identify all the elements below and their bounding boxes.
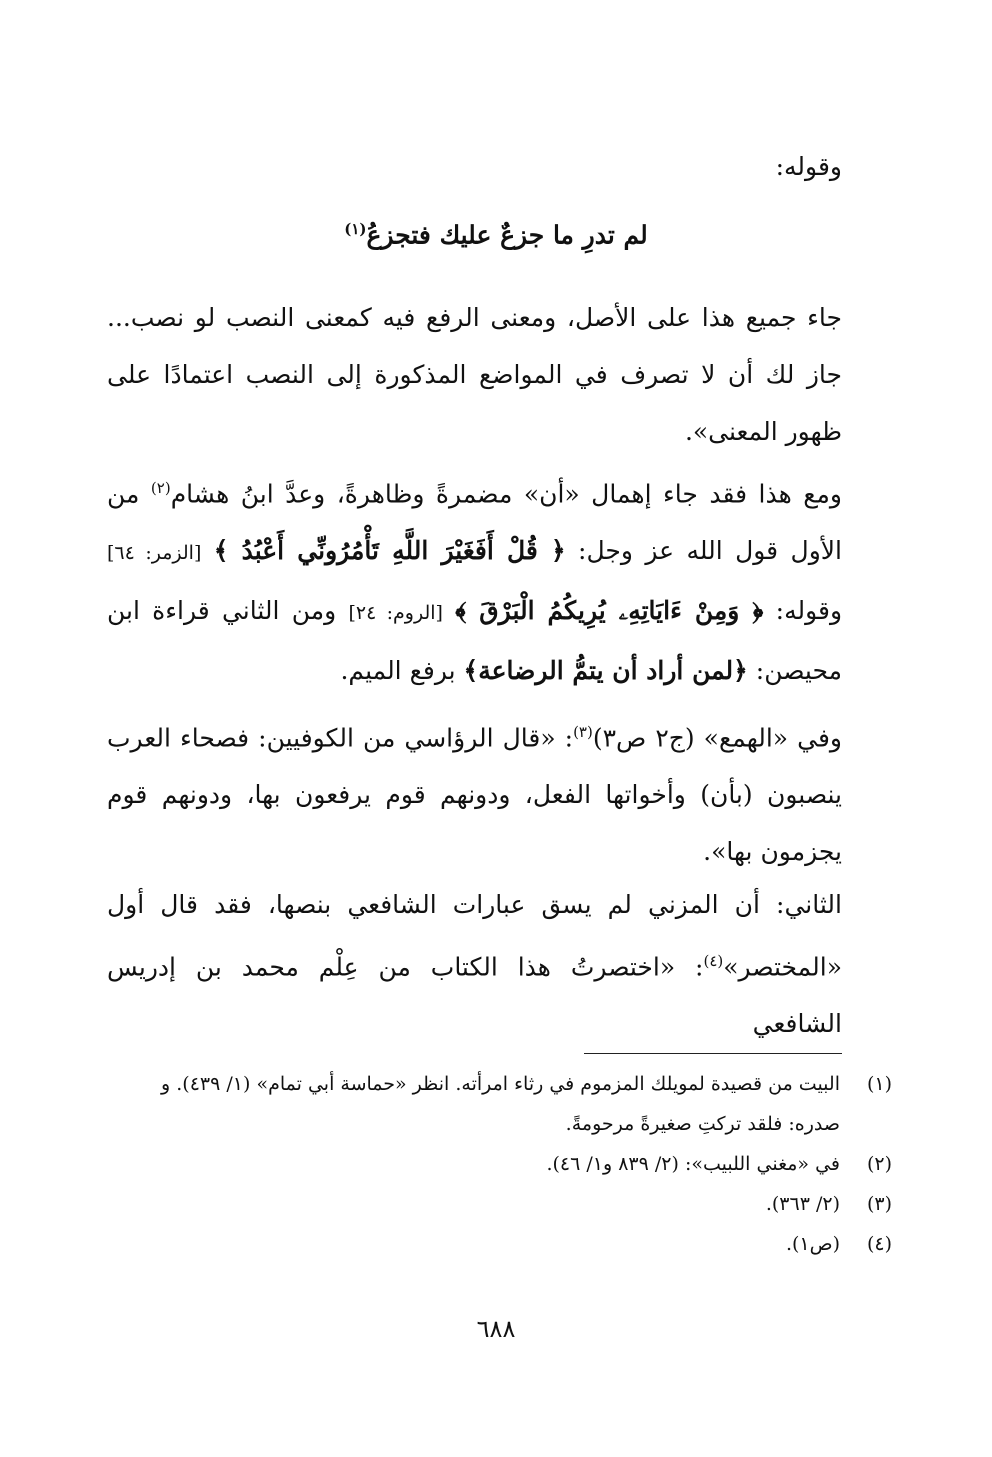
footnote-marker-2: (٢) xyxy=(150,479,171,497)
surah-ref-zumar: [الزمر: ٦٤] xyxy=(107,542,202,565)
page-number: ٦٨٨ xyxy=(476,1315,516,1343)
poetry-verse xyxy=(0,220,992,249)
quran-quote-ibn-muhaysin: ﴿لمن أراد أن يتمُّ الرضاعة﴾ xyxy=(463,656,748,686)
footnote-marker-4: (٤) xyxy=(703,952,724,970)
verse-text: لم تدرِ ما جزعٌ عليك فتجزعُ xyxy=(366,220,648,250)
surah-ref-rum: [الروم: ٢٤] xyxy=(348,602,443,625)
footnote-number: (٣) xyxy=(866,1193,892,1215)
footnote-text: (ص١). xyxy=(785,1233,840,1255)
paragraph-1: جاء جميع هذا على الأصل، ومعنى الرفع فيه كمعنى النصب لو نصب... جاز لك أن لا تصرف في المواضع المذكورة إلى النصب اعتمادًا على ظهور المعنى». xyxy=(107,303,842,446)
footnote-2 xyxy=(106,1144,892,1184)
intro-line: وقوله: xyxy=(775,152,842,181)
footnote-1 xyxy=(106,1064,892,1144)
footnote-marker-1: (١) xyxy=(344,220,367,238)
footnote-separator xyxy=(584,1053,842,1054)
quran-quote-rum: ﴿ وَمِنْ ءَايَاتِهِۦ يُرِيكُمُ الْبَرْقَ ﴾ xyxy=(455,596,764,626)
footnote-text: البيت من قصيدة لمويلك المزموم في رثاء امرأته. انظر «حماسة أبي تمام» (١/ ٤٣٩). و صدره: فلقد تركتِ صغيرةً مرحومةً. xyxy=(161,1073,840,1135)
paragraph-2: ومع هذا فقد جاء إهمال «أن» مضمرةً وظاهرةً، وعدَّ ابنُ هشام$^{(٢)}$ من الأول قول الله عز وجل: ﴿ قُلْ أَفَغَيْرَ اللَّهِ تَأْمُرُونِّي أَعْبُدُ ﴾ [الزمر: ٦٤] وقوله: ﴿ وَمِنْ ءَايَاتِهِۦ يُرِيكُمُ الْبَرْقَ ﴾ [الروم: ٢٤] ومن الثاني قراءة ابن محيصن: ﴿لمن أراد أن يتمُّ الرضاعة﴾ برفع الميم. xyxy=(107,479,843,686)
footnote-number: (٤) xyxy=(866,1233,892,1255)
footnote-3 xyxy=(106,1184,892,1224)
quran-quote-zumar: ﴿ قُلْ أَفَغَيْرَ اللَّهِ تَأْمُرُونِّي أَعْبُدُ ﴾ xyxy=(213,536,566,566)
footnote-marker-3: (٣) xyxy=(573,723,593,741)
paragraph-4: الثاني: أن المزني لم يسق عبارات الشافعي بنصها، فقد قال أول «المختصر»$^{(٤)}$: «اختصرتُ هذا الكتاب من عِلْم محمد بن إدريس الشافعي xyxy=(107,890,842,1039)
footnote-text: في «مغني اللبيب»: (٢/ ٨٣٩ و١/ ٤٦). xyxy=(546,1153,840,1175)
footnote-number: (٢) xyxy=(866,1153,892,1175)
footnote-number: (١) xyxy=(866,1073,892,1095)
footnote-4 xyxy=(106,1224,892,1264)
footnotes xyxy=(106,1064,892,1264)
paragraph-3: وفي «الهمع» (ج٢ ص٣)$^{(٣)}$: «قال الرؤاسي من الكوفيين: فصحاء العرب ينصبون (بأن) وأخواتها الفعل، ودونهم قوم يرفعون بها، ودونهم قوم يجزمون بها». xyxy=(107,723,842,867)
footnote-text: (٢/ ٣٦٣). xyxy=(765,1193,840,1215)
